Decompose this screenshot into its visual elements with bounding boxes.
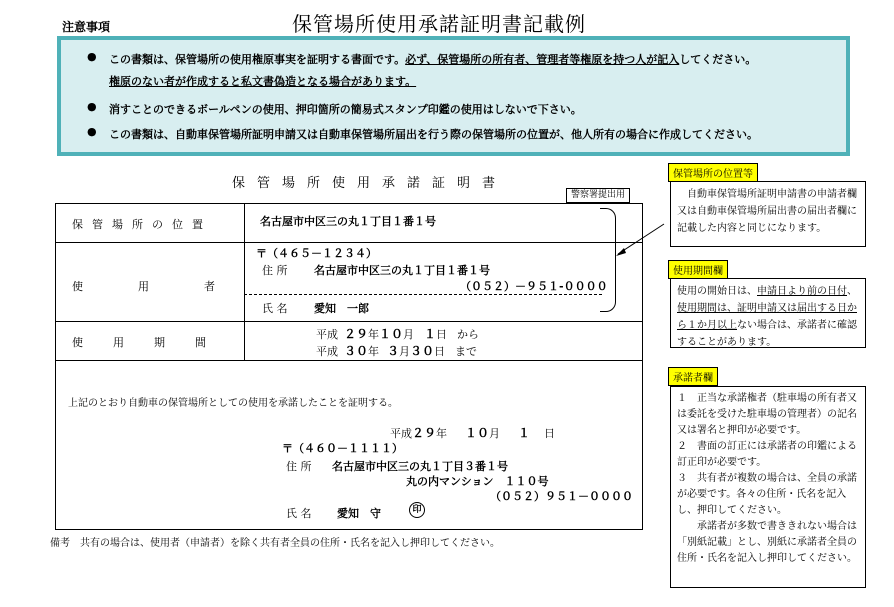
approver-note-1: １ 正当な承諾権者（駐車場の所有者又は委託を受けた駐車場の管理者）の記名又は署名と押印が必要です。: [677, 393, 857, 436]
from-day: １: [424, 327, 437, 341]
side-box-approver: [670, 386, 866, 588]
approver-note-3: ３ 共有者が複数の場合は、全員の承諾が必要です。各々の住所・氏名を記入し、押印してください。: [677, 473, 857, 516]
notice-line-4: この書類は、自動車保管場所証明申請又は自動車保管場所届出を行う際の保管場所の位置が、他人所有の場合に作成してください。: [109, 128, 758, 141]
period-to: [316, 342, 477, 359]
approver-phone: （０５２）９５１－００００: [490, 490, 633, 503]
side-box-period-text: [677, 283, 859, 351]
user-label: 使用者: [72, 280, 270, 293]
arrow-connector-icon: [610, 218, 670, 260]
era-text: 平成: [390, 427, 412, 440]
approver-name-label: 氏 名: [286, 507, 312, 520]
notice-line-1b: 必ず、保管場所の所有者、管理者等権原を持つ人が記入: [405, 53, 680, 66]
day-unit: 日: [544, 427, 556, 440]
user-zip: 〒（４６５－１２３４）: [256, 247, 377, 260]
period-from: [316, 325, 479, 342]
approver-name: 愛知 守: [337, 507, 381, 520]
police-submission-label: 警察署提出用: [566, 188, 630, 203]
period-note-c: 、: [847, 286, 857, 297]
user-name: 愛知 一郎: [314, 302, 369, 315]
approver-note-2: ２ 書面の訂正には承諾者の印鑑による訂正印が必要です。: [677, 441, 857, 468]
user-address-label: 住 所: [262, 264, 288, 277]
notice-box: [57, 36, 850, 156]
remark-text: 備考 共有の場合は、使用者（申請者）を除く共有者全員の住所・氏名を記入し押印してください。: [50, 538, 500, 549]
cert-year: ２９: [412, 426, 437, 440]
cert-date: [390, 424, 555, 441]
side-tag-location: 保管場所の位置等: [668, 163, 758, 182]
side-tag-period: 使用期間欄: [668, 260, 728, 279]
month-unit: 月: [399, 345, 411, 358]
side-box-location-text: 自動車保管場所証明申請書の申請者欄又は自動車保管場所届出書の届出者欄に記載した内容と同じになります。: [677, 189, 857, 234]
dashed-divider: [244, 294, 602, 295]
period-note-b: 申請日より前の日付: [757, 286, 847, 297]
user-phone: （０５２）－９５１-００００: [460, 280, 608, 293]
row-divider: [56, 360, 642, 361]
form-table: [55, 203, 643, 530]
location-value: 名古屋市中区三の丸１丁目１番１号: [260, 215, 436, 228]
row-divider: [56, 242, 642, 243]
period-note-d: 使用期間は、証明申請又は届出する日から１か月以上: [677, 303, 857, 331]
side-box-location: [670, 181, 866, 247]
side-tag-approver: 承諾者欄: [668, 367, 718, 386]
to-word: まで: [455, 345, 478, 358]
notice-inner: [61, 40, 846, 152]
location-label: 保管場所の位置: [72, 218, 212, 231]
cert-month: １０: [465, 426, 490, 440]
notice-line-1c: してください。: [679, 53, 757, 66]
page-title: 保管場所使用承諾証明書記載例: [292, 12, 586, 36]
cert-day: １: [518, 426, 531, 440]
row-divider: [56, 321, 642, 322]
year-unit: 年: [436, 427, 448, 440]
approver-zip: 〒（４６０－１１１１）: [282, 442, 403, 455]
approver-address-label: 住 所: [286, 460, 312, 473]
notice-line-1: [109, 51, 756, 67]
period-note-a: 使用の開始日は、: [677, 286, 757, 297]
from-year: ２９: [344, 327, 369, 341]
approver-note-4: 承諾者が多数で書ききれない場合は「別紙記載」とし、別紙に承諾者全員の住所・氏名を記入し押印してください。: [677, 521, 857, 564]
era-text: 平成: [316, 345, 338, 358]
month-unit: 月: [403, 328, 415, 341]
month-unit: 月: [489, 427, 501, 440]
form-title: 保管場所使用承諾証明書: [232, 176, 508, 191]
day-unit: 日: [434, 345, 446, 358]
notice-line-3: 消すことのできるボールペンの使用、押印箇所の簡易式スタンプ印鑑の使用はしないで下さい。: [109, 103, 582, 116]
from-month: １０: [379, 327, 404, 341]
from-word: から: [457, 328, 480, 341]
user-address: 名古屋市中区三の丸１丁目１番１号: [314, 264, 490, 277]
user-name-label: 氏 名: [262, 302, 288, 315]
notice-line-1a: この書類は、保管場所の使用権原事実を証明する書面です。: [109, 53, 406, 66]
approver-address: 名古屋市中区三の丸１丁目３番１号: [332, 460, 508, 473]
bullet-icon: ●: [87, 100, 97, 113]
to-year: ３０: [344, 344, 369, 358]
period-note-e: ない場合は、承諾者に確認することがあります。: [677, 320, 857, 348]
side-box-period: [670, 278, 866, 348]
period-label: 使用期間: [72, 336, 236, 349]
year-unit: 年: [368, 328, 380, 341]
year-unit: 年: [368, 345, 380, 358]
day-unit: 日: [436, 328, 448, 341]
certification-text: 上記のとおり自動車の保管場所としての使用を承諾したことを証明する。: [68, 398, 398, 409]
bullet-icon: ●: [87, 125, 97, 138]
to-month: ３: [387, 344, 400, 358]
approver-building: 丸の内マンション １１０号: [406, 475, 549, 488]
era-text: 平成: [316, 328, 338, 341]
notes-heading: 注意事項: [62, 20, 111, 34]
notice-line-2: 権原のない者が作成すると私文書偽造となる場合があります。: [109, 75, 417, 88]
seal-stamp-icon: 印: [409, 502, 425, 518]
to-day: ３０: [410, 344, 435, 358]
bullet-icon: ●: [87, 50, 97, 63]
